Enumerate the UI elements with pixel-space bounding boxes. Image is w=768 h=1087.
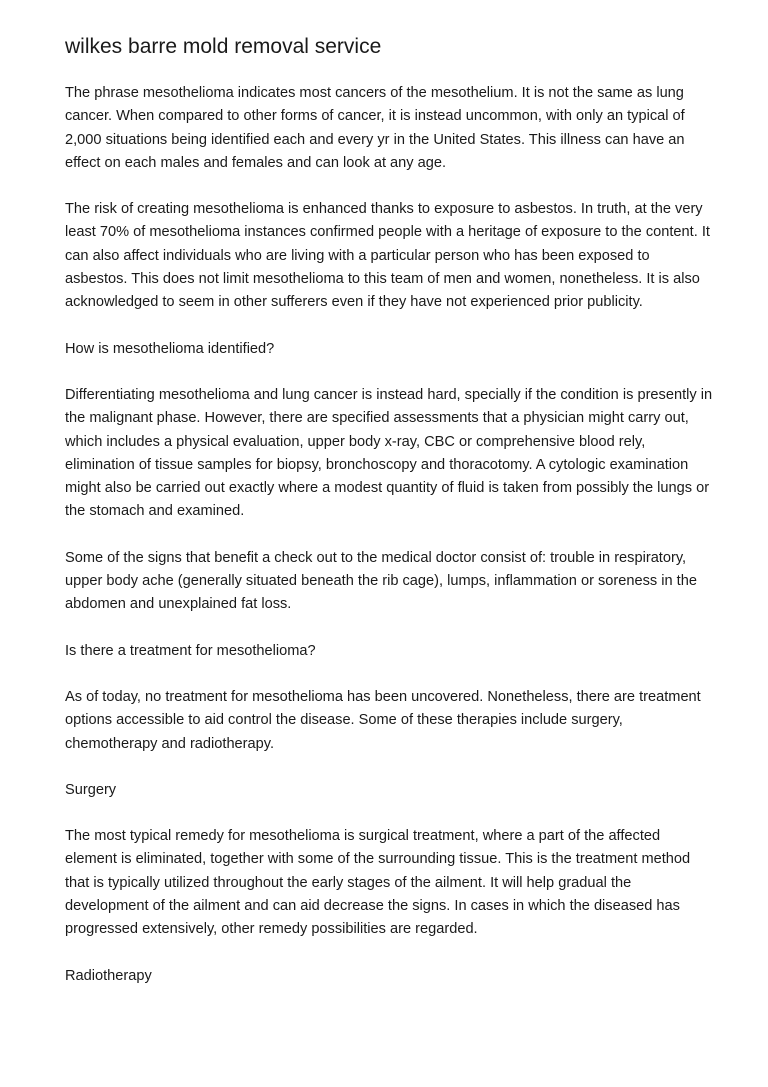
section-heading-surgery: Surgery	[65, 781, 117, 798]
paragraph-signs: Some of the signs that benefit a check out to the medical doctor consist of: trouble in respiratory, upper body ache (generally situated beneath the rib cage), lumps, inflammation or soreness in the abdomen and unexplained fat loss.	[65, 549, 697, 613]
document-page	[65, 32, 715, 1011]
paragraph-treatment-options: As of today, no treatment for mesothelioma has been uncovered. Nonetheless, there are treatment options accessible to aid control the disease. Some of these therapies include surgery, chemotherapy and radiotherapy.	[65, 688, 701, 752]
paragraph-surgery: The most typical remedy for mesothelioma is surgical treatment, where a part of the affected element is eliminated, together with some of the surrounding tissue. This is the treatment method that is typically utilized throughout the early stages of the ailment. It will help gradual the development of the ailment and can aid decrease the signs. In cases in which the diseased has progressed extensively, other remedy possibilities are regarded.	[65, 828, 691, 938]
page-title: wilkes barre mold removal service	[65, 35, 382, 58]
section-heading-treatment: Is there a treatment for mesothelioma?	[65, 642, 316, 659]
section-heading-identified: How is mesothelioma identified?	[65, 340, 275, 357]
section-heading-radiotherapy: Radiotherapy	[65, 967, 152, 984]
paragraph-diagnosis: Differentiating mesothelioma and lung cancer is instead hard, specially if the condition is presently in the malignant phase. However, there are specified assessments that a physician might carry out, which includes a physical evaluation, upper body x-ray, CBC or comprehensive blood rely, elimination of tissue samples for biopsy, bronchoscopy and thoracotomy. A cytologic examination might also be carried out exactly where a modest quantity of fluid is taken from possibly the lungs or the stomach and examined.	[65, 386, 713, 520]
paragraph-intro: The phrase mesothelioma indicates most cancers of the mesothelium. It is not the same as lung cancer. When compared to other forms of cancer, it is instead uncommon, with only an typical of 2,000 situations being identified each and every yr in the United States. This illness can have an effect on each males and females and can look at any age.	[65, 85, 685, 171]
paragraph-risk: The risk of creating mesothelioma is enhanced thanks to exposure to asbestos. In truth, at the very least 70% of mesothelioma instances confirmed people with a heritage of exposure to the content. It can also affect individuals who are living with a particular person who has been exposed to asbestos. This does not limit mesothelioma to this team of men and women, nonetheless. It is also acknowledged to seem in other sufferers even if they have not experienced prior publicity.	[65, 201, 710, 311]
